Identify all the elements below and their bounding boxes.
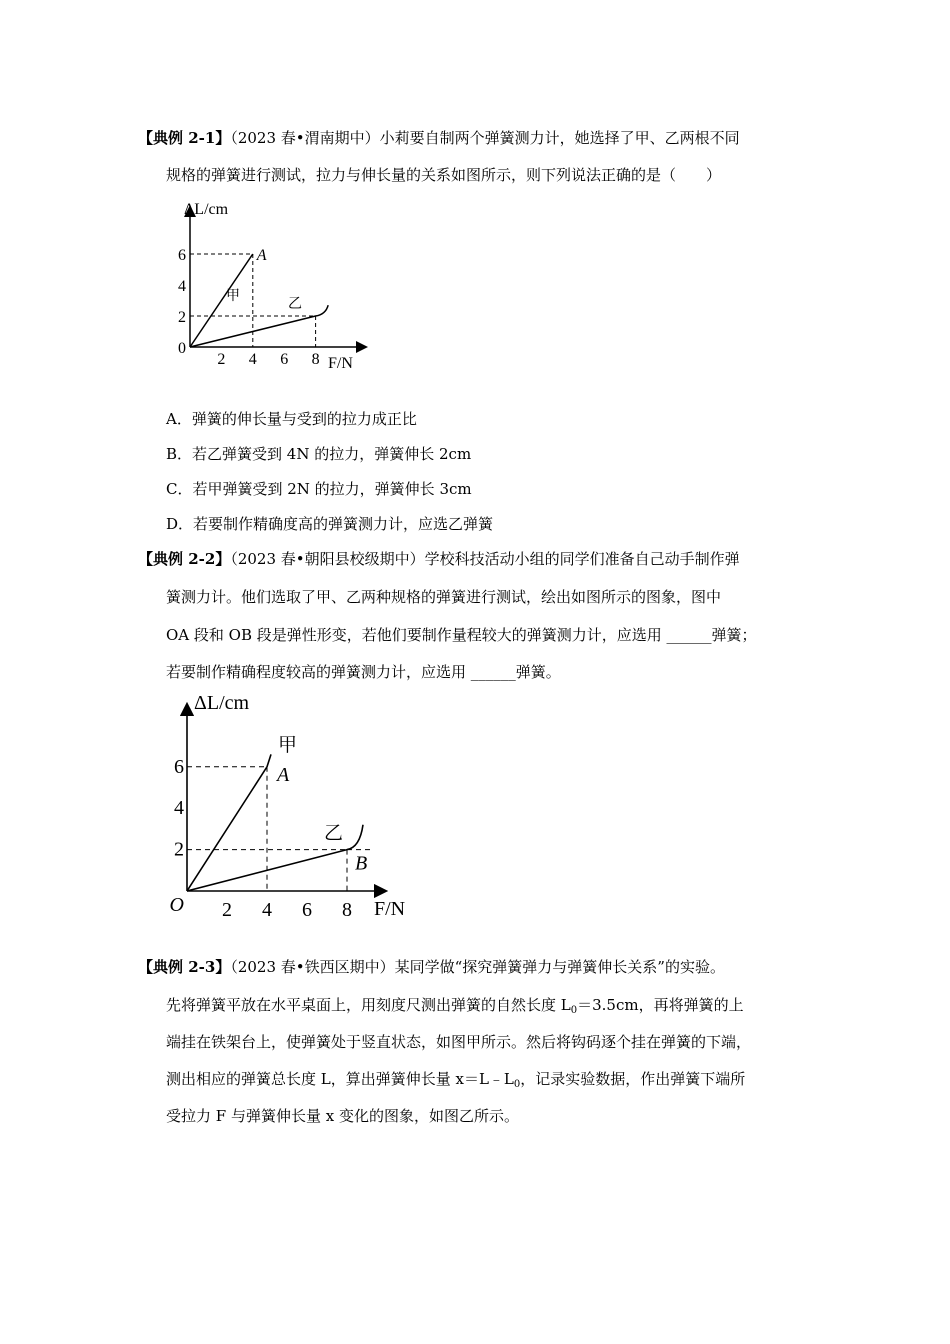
- y-tick-label: 6: [178, 247, 186, 264]
- series-jia-line: [190, 254, 253, 347]
- q3-line-2b: ＝3.5cm，再将弹簧的上: [577, 996, 744, 1014]
- q1-figure: [160, 190, 390, 380]
- q2-line-2: 簧测力计。他们选取了甲、乙两种规格的弹簧进行测试，绘出如图所示的图象，图中: [166, 588, 722, 606]
- q1-line-1: [138, 128, 740, 148]
- q1-source: （2023 春•渭南期中）: [230, 129, 380, 147]
- q3-line-2: [166, 995, 744, 1021]
- q3-source: （2023 春•铁西区期中）: [230, 958, 395, 976]
- point-label: A: [256, 247, 267, 264]
- series-name-label: 甲: [278, 735, 298, 756]
- y-axis-label: ΔL/cm: [194, 692, 250, 714]
- q2-stem-1: 学校科技活动小组的同学们准备自己动手制作弹: [424, 550, 740, 568]
- q3-line-1: [138, 957, 725, 977]
- q3-l0-subscript: 0: [570, 1005, 578, 1016]
- q3-line-4: [166, 1069, 745, 1095]
- q3-line-2a: 先将弹簧平放在水平桌面上，用刻度尺测出弹簧的自然长度 L: [166, 996, 571, 1014]
- q2-tag: 【典例 2-2】: [138, 550, 231, 568]
- q1-option-d: D．若要制作精确度高的弹簧测力计，应选乙弹簧: [166, 515, 494, 533]
- q1-option-b: B．若乙弹簧受到 4N 的拉力，弹簧伸长 2cm: [166, 445, 472, 463]
- q3-line-4a: 测出相应的弹簧总长度 L，算出弹簧伸长量 x＝L﹣L: [166, 1070, 514, 1088]
- q3-stem-1: 某同学做“探究弹簧弹力与弹簧伸长关系”的实验。: [394, 958, 725, 976]
- x-axis-label: F/N: [328, 355, 353, 372]
- point-label: A: [277, 763, 290, 786]
- q3-tag: 【典例 2-3】: [138, 958, 231, 976]
- series-yi-line: [190, 305, 328, 347]
- q1-line-2: 规格的弹簧进行测试，拉力与伸长量的关系如图所示，则下列说法正确的是（ ）: [166, 166, 722, 184]
- q1-option-a: A．弹簧的伸长量与受到的拉力成正比: [166, 410, 417, 428]
- q1-stem-1: 小莉要自制两个弹簧测力计，她选择了甲、乙两根不同: [379, 129, 740, 147]
- x-tick-label: 4: [248, 351, 257, 368]
- x-tick-label: 4: [262, 899, 272, 921]
- y-tick-label: 4: [178, 278, 186, 295]
- q2-line-1: [138, 549, 740, 569]
- q3-line-4b: ，记录实验数据，作出弹簧下端所: [520, 1070, 746, 1088]
- series-jia-line: [187, 754, 271, 891]
- q1-tag: 【典例 2-1】: [138, 129, 231, 147]
- origin-label: 0: [178, 340, 186, 357]
- x-tick-label: 8: [342, 899, 352, 921]
- q3-line-3: 端挂在铁架台上，使弹簧处于竖直状态，如图甲所示。然后将钩码逐个挂在弹簧的下端，: [166, 1033, 752, 1051]
- x-tick-label: 2: [222, 899, 232, 921]
- y-tick-label: 2: [174, 838, 184, 861]
- q2-figure: [160, 685, 430, 925]
- point-label: B: [355, 852, 368, 875]
- series-name-label: 乙: [324, 823, 344, 844]
- x-axis-label: F/N: [374, 898, 406, 920]
- y-tick-label: 6: [174, 755, 184, 778]
- q2-source: （2023 春•朝阳县校级期中）: [230, 550, 425, 568]
- series-name-label: 甲: [226, 289, 240, 304]
- x-tick-label: 2: [217, 351, 226, 368]
- x-tick-label: 8: [311, 351, 320, 368]
- x-tick-label: 6: [280, 351, 289, 368]
- y-axis-label: ΔL/cm: [184, 201, 229, 218]
- y-tick-label: 4: [174, 797, 184, 820]
- origin-label: O: [169, 894, 184, 916]
- q1-option-c: C．若甲弹簧受到 2N 的拉力，弹簧伸长 3cm: [166, 480, 472, 498]
- q2-line-4: 若要制作精确程度较高的弹簧测力计，应选用 ______弹簧。: [166, 663, 561, 681]
- series-name-label: 乙: [288, 297, 302, 312]
- q3-l0-subscript-2: 0: [513, 1079, 521, 1090]
- y-tick-label: 2: [178, 309, 186, 326]
- q3-line-5: 受拉力 F 与弹簧伸长量 x 变化的图象，如图乙所示。: [166, 1107, 519, 1125]
- q2-line-3: OA 段和 OB 段是弹性形变，若他们要制作量程较大的弹簧测力计，应选用 ______弹簧；: [166, 626, 757, 644]
- x-tick-label: 6: [302, 899, 312, 921]
